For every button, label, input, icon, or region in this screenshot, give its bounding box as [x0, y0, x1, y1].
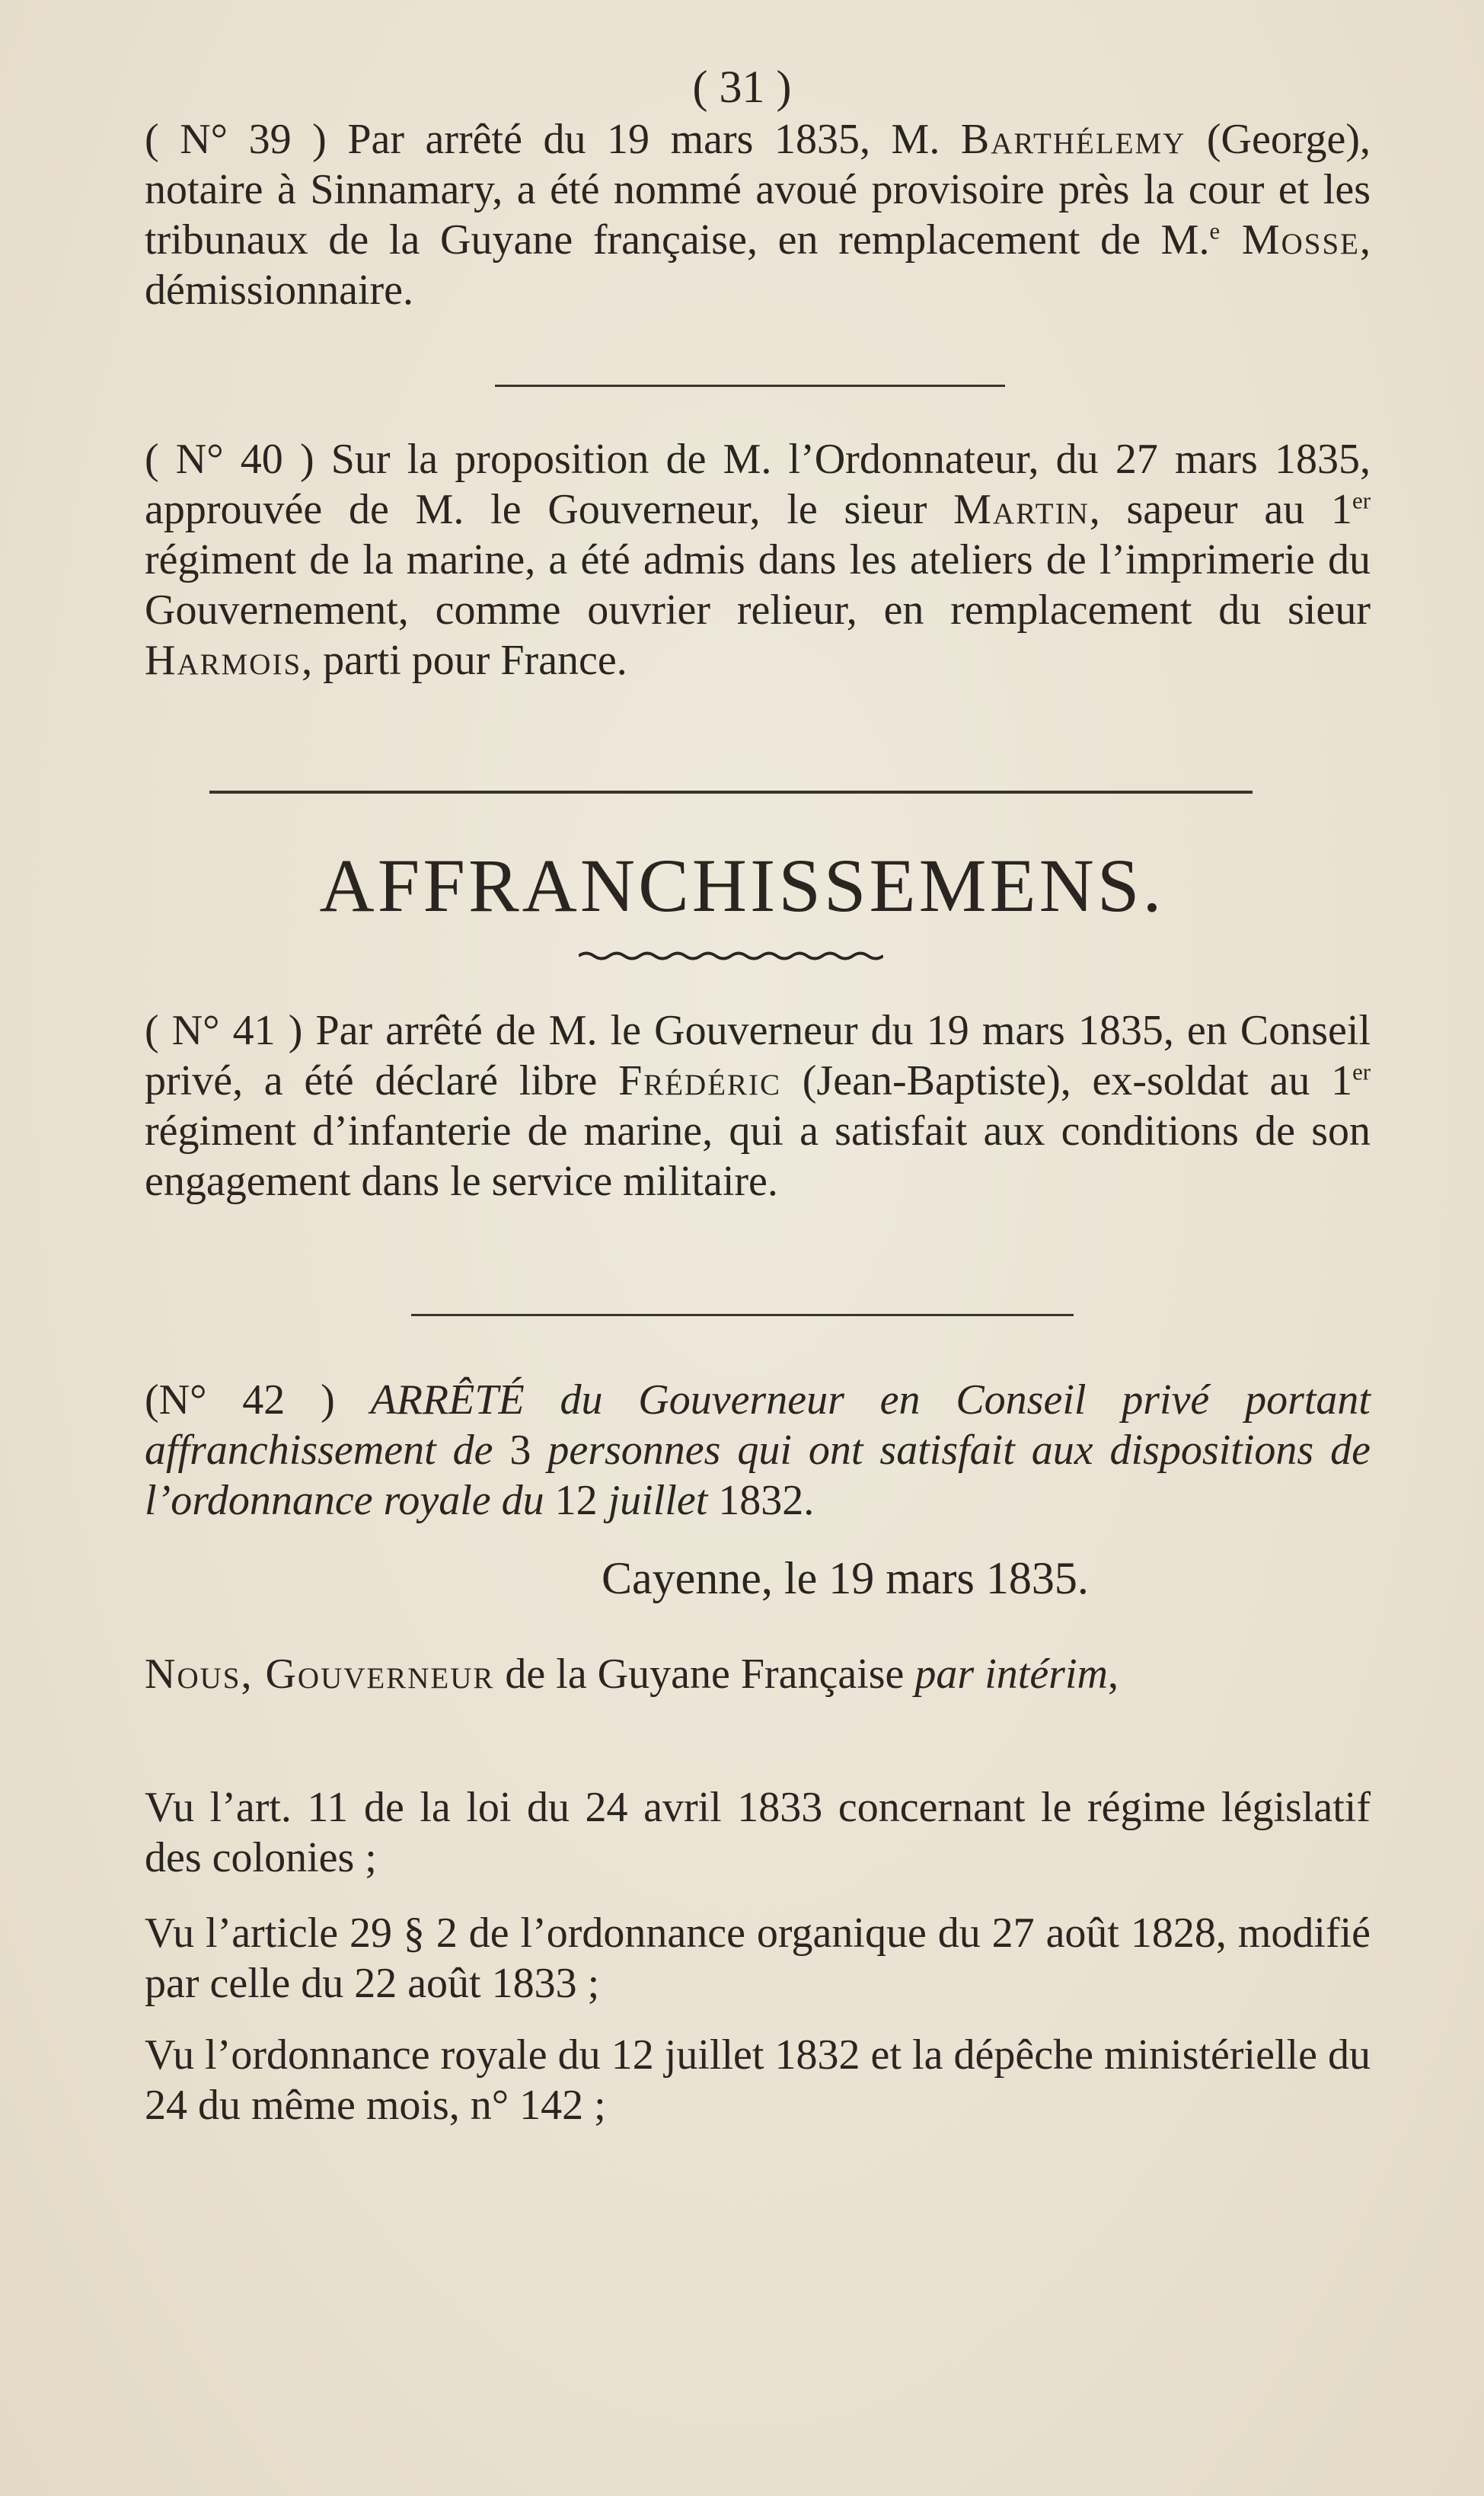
- page-number: ( 31 ): [692, 62, 792, 112]
- entry-40-end: , parti pour France.: [302, 637, 627, 684]
- date-line: Cayenne, le 19 mars 1835.: [602, 1553, 1089, 1603]
- vu-1-text: Vu l’art. 11 de la loi du 24 avril 1833 concernant le régime législatif des colonies ;: [145, 1784, 1371, 1881]
- vu-paragraph-1: [145, 1782, 1371, 1883]
- section-heading: AFFRANCHISSEMENS.: [319, 843, 1165, 928]
- entry-40-sup: er: [1352, 487, 1371, 514]
- nous-rest: de la Guyane Française: [494, 1651, 915, 1698]
- entry-39-sup: e: [1209, 218, 1221, 244]
- entry-39-text: ( N° 39 ) Par arrêté du 19 mars 1835, M.: [145, 116, 961, 163]
- separator-rule-2: [209, 791, 1253, 794]
- entry-41-text-c: régiment d’infanterie de marine, qui a satisfait aux conditions de son engagement dans le service militaire.: [145, 1107, 1371, 1205]
- entry-40-name: Martin: [953, 486, 1090, 533]
- entry-40-text-c: régiment de la marine, a été admis dans les ateliers de l’imprimerie du Gouvernement, comme ouvrier relieur, en remplacement du sieur: [145, 536, 1371, 634]
- entry-42-title2: personnes qui ont satisfait aux dispositions de l’ordonnance royale du: [145, 1427, 1371, 1524]
- separator-rule-1: [495, 385, 1005, 387]
- entry-42-year: 1832.: [718, 1477, 815, 1524]
- entry-41-sup: er: [1352, 1059, 1371, 1085]
- entry-40-name2: Harmois: [145, 637, 302, 684]
- separator-rule-3: [411, 1314, 1074, 1316]
- nous-paragraph: [145, 1649, 1371, 1699]
- entry-39-text-rest: (George), notaire à Sinnamary, a été nommé avoué provisoire près la cour et les tribunaux de la Guyane française, en remplacement de M.: [145, 116, 1371, 264]
- entry-40-text-a: ( N° 40 ) Sur la proposition de M. l’Ordonnateur, du 27 mars 1835, approuvée de M. le Gouverneur, le sieur: [145, 436, 1371, 533]
- entry-42: [145, 1375, 1371, 1526]
- entry-40-text-b: , sapeur au 1: [1089, 486, 1353, 533]
- nous-italic: par intérim: [914, 1651, 1108, 1698]
- entry-41-name: Frédéric: [618, 1057, 782, 1104]
- vu-paragraph-3: [145, 2030, 1371, 2130]
- entry-39-end: , démissionnaire.: [145, 216, 1371, 314]
- entry-41-text-b: (Jean-Baptiste), ex-soldat au 1: [781, 1057, 1353, 1104]
- entry-42-date: 12: [554, 1477, 598, 1524]
- entry-39-name: Barthélemy: [960, 116, 1186, 163]
- ornament-divider: [579, 951, 883, 961]
- entry-40: [145, 434, 1371, 686]
- entry-41: [145, 1005, 1371, 1206]
- entry-42-title3: juillet: [597, 1477, 719, 1524]
- entry-39-name2: Mosse: [1220, 216, 1360, 264]
- entry-42-count: 3: [509, 1427, 531, 1474]
- entry-42-title: ARRÊTÉ du Gouverneur en Conseil privé portant affranchissement de: [145, 1376, 1371, 1474]
- entry-39: [145, 114, 1371, 315]
- entry-41-text-a: ( N° 41 ) Par arrêté de M. le Gouverneur du 19 mars 1835, en Conseil privé, a été déclaré libre: [145, 1007, 1371, 1104]
- nous-end: ,: [1107, 1651, 1119, 1698]
- entry-42-number: (N° 42 ): [145, 1376, 371, 1424]
- vu-3-text: Vu l’ordonnance royale du 12 juillet 1832 et la dépêche ministérielle du 24 du même mois, n° 142 ;: [145, 2031, 1371, 2129]
- nous-text: Nous, Gouverneur: [145, 1651, 495, 1698]
- vu-paragraph-2: [145, 1908, 1371, 2009]
- vu-2-text: Vu l’article 29 § 2 de l’ordonnance organique du 27 août 1828, modifié par celle du 22 août 1833 ;: [145, 1910, 1371, 2007]
